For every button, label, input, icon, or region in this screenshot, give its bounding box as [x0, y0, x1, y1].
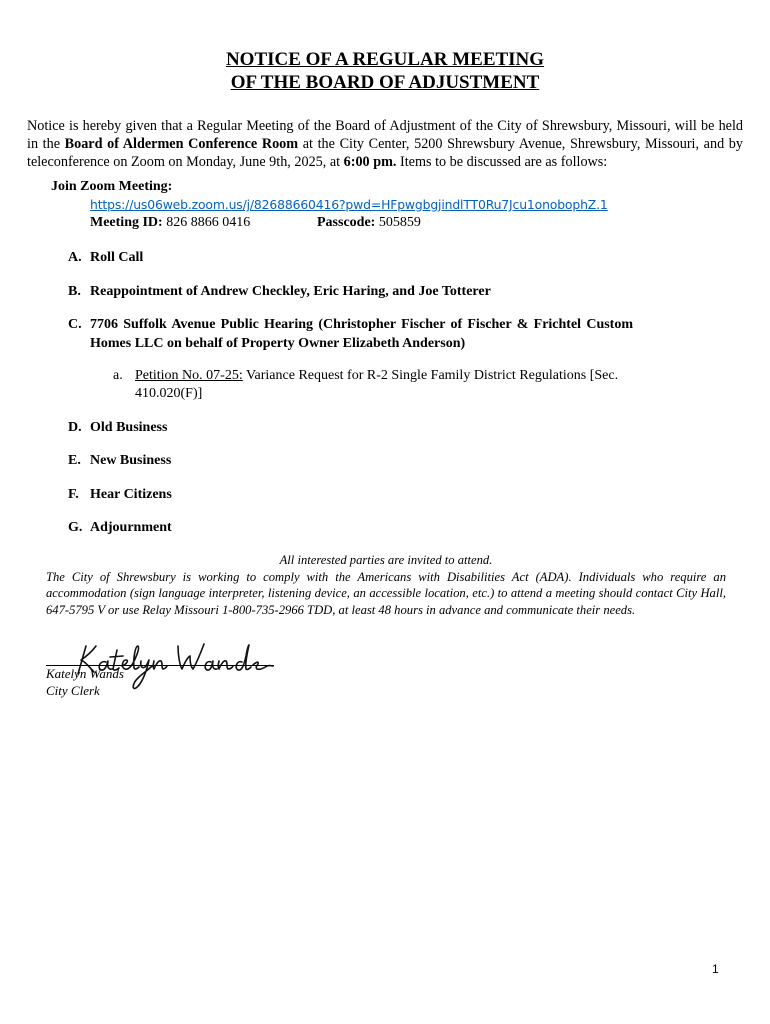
- agenda-item-e: [68, 451, 171, 470]
- agenda-item-g: [68, 518, 172, 537]
- zoom-link[interactable]: https://us06web.zoom.us/j/82688660416?pwd=HFpwgbgjindlTT0Ru7Jcu1onobophZ.1: [90, 197, 608, 212]
- agenda-letter: D.: [68, 420, 82, 435]
- petition-description: Variance Request for R-2 Single Family District Regulations [Sec. 410.020(F)]: [135, 368, 619, 401]
- document-title: [0, 48, 770, 94]
- ada-notice: [46, 552, 726, 618]
- petition-number: Petition No. 07-25:: [135, 368, 243, 383]
- sub-item-text: [135, 367, 655, 403]
- agenda-letter: G.: [68, 520, 83, 535]
- meeting-time: 6:00 pm.: [343, 154, 397, 170]
- meeting-id-label: Meeting ID:: [90, 215, 163, 230]
- agenda-letter: F.: [68, 487, 79, 502]
- handwritten-signature: [70, 632, 290, 692]
- agenda-letter: C.: [68, 317, 82, 332]
- agenda-item-b: [68, 282, 491, 301]
- agenda-item-d: [68, 418, 167, 437]
- passcode: [317, 215, 421, 231]
- zoom-heading: Join Zoom Meeting:: [51, 179, 173, 194]
- intro-paragraph: [27, 117, 743, 171]
- agenda-item-f: [68, 485, 172, 504]
- ada-text: The City of Shrewsbury is working to comply with the Americans with Disabilities Act (ADA). Individuals who require an accommodation (sign language interpreter, listening device, an accessible location, etc.) to attend a meeting should contact City Hall, 647-5795 V or use Relay Missouri 1-800-735-2966 TDD, at least 48 hours in advance and communicate their needs.: [46, 569, 726, 617]
- agenda-text: Old Business: [90, 420, 168, 435]
- passcode-value: 505859: [378, 215, 421, 230]
- agenda-text: Hear Citizens: [90, 487, 172, 502]
- meeting-id-value: 826 8866 0416: [166, 215, 251, 230]
- agenda-text: New Business: [90, 453, 172, 468]
- intro-text-2: at the City Center, 5200 Shrewsbury Avenue, Shrewsbury, Missouri, and by teleconference on Zoom on Monday, June 9th, 2025, at: [27, 136, 743, 170]
- agenda-item-a: [68, 248, 143, 267]
- agenda-item-c: [68, 315, 634, 353]
- invite-text: All interested parties are invited to attend.: [279, 553, 493, 567]
- intro-text-3: Items to be discussed are as follows:: [400, 154, 608, 170]
- signer-title: City Clerk: [46, 683, 100, 698]
- intro-text-1: Notice is hereby given that a Regular Meeting of the Board of Adjustment of the City of Shrewsbury, Missouri, will be held in the: [27, 118, 743, 152]
- agenda-letter: B.: [68, 284, 81, 299]
- meeting-id: [90, 215, 250, 231]
- signer-name: Katelyn Wands: [46, 666, 124, 681]
- title-line-2: OF THE BOARD OF ADJUSTMENT: [230, 72, 540, 93]
- sub-item-letter: a.: [113, 368, 123, 383]
- agenda-text: 7706 Suffolk Avenue Public Hearing (Christopher Fischer of Fischer & Frichtel Custom Homes LLC on behalf of Property Owner Elizabeth Anderson): [90, 317, 633, 351]
- meeting-location: Board of Aldermen Conference Room: [64, 136, 299, 152]
- passcode-label: Passcode:: [317, 215, 376, 230]
- agenda-text: Adjournment: [90, 520, 172, 535]
- page-number: 1: [712, 962, 719, 976]
- title-line-1: NOTICE OF A REGULAR MEETING: [225, 49, 545, 70]
- agenda-sub-item-c-a: [113, 367, 655, 403]
- agenda-letter: E.: [68, 453, 81, 468]
- agenda-text: Roll Call: [90, 250, 144, 265]
- agenda-text: Reappointment of Andrew Checkley, Eric Haring, and Joe Totterer: [90, 284, 491, 299]
- agenda-letter: A.: [68, 250, 82, 265]
